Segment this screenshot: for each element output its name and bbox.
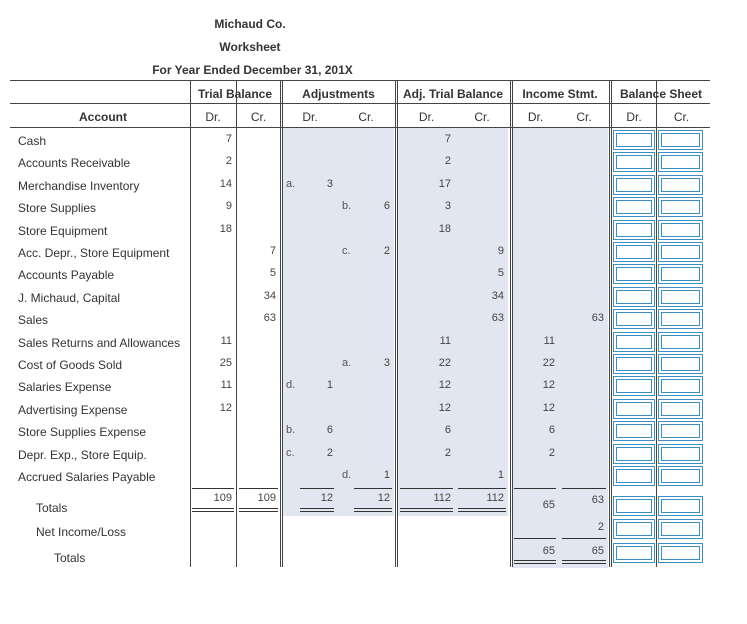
single-underline	[514, 538, 556, 539]
single-underline	[562, 538, 606, 539]
bs-cr-input[interactable]	[658, 496, 703, 516]
total-is-dr: 65	[542, 499, 555, 511]
bs-dr-header: Dr.	[626, 110, 642, 124]
tb-cr-value: 7	[269, 245, 276, 257]
is-dr-value: 2	[548, 446, 555, 459]
bs-cr-input[interactable]	[658, 399, 703, 419]
net-income-label: Net Income/Loss	[36, 525, 127, 539]
adj-cr-value: 2	[383, 245, 390, 257]
atb-cr-value: 63	[491, 312, 504, 325]
bs-dr-input[interactable]	[613, 332, 655, 352]
total-adj-dr: 12	[320, 492, 333, 504]
bs-dr-input[interactable]	[613, 466, 655, 486]
worksheet-period: For Year Ended December 31, 201X	[152, 63, 353, 77]
is-dr-value: 22	[542, 357, 555, 369]
bs-cr-input[interactable]	[658, 519, 703, 539]
total-tb-cr: 109	[257, 492, 276, 504]
is-dr-header: Dr.	[527, 110, 544, 124]
bs-cr-input[interactable]	[658, 220, 703, 240]
account-name: Store Supplies	[18, 201, 97, 216]
worksheet-title: Worksheet	[219, 40, 281, 54]
total-atb-cr: 112	[486, 492, 504, 504]
total-tb-dr: 109	[213, 492, 232, 504]
adj-cr-header: Cr.	[358, 110, 374, 124]
bs-cr-input[interactable]	[658, 152, 703, 172]
double-underline	[192, 508, 234, 512]
total-is-cr: 63	[591, 494, 604, 506]
tb-dr-value: 7	[225, 133, 232, 145]
atb-dr-value: 6	[444, 424, 451, 437]
total-ni-cr: 2	[597, 521, 604, 533]
bs-dr-input[interactable]	[613, 220, 655, 240]
atb-cr-value: 34	[491, 289, 504, 302]
bs-dr-input[interactable]	[613, 175, 655, 195]
is-cr-header: Cr.	[576, 110, 592, 124]
atb-cr-value: 9	[497, 245, 504, 257]
atb-dr-value: 17	[438, 177, 451, 190]
double-underline	[400, 508, 453, 512]
tb-dr-value: 11	[220, 334, 232, 347]
tb-cr-value: 34	[263, 289, 276, 302]
column-divider	[395, 80, 396, 567]
bs-cr-input[interactable]	[658, 543, 703, 563]
account-name: Advertising Expense	[18, 402, 128, 417]
bs-dr-input[interactable]	[613, 287, 655, 307]
column-divider	[512, 80, 513, 567]
bs-dr-input[interactable]	[613, 519, 655, 539]
bs-cr-input[interactable]	[658, 175, 703, 195]
double-underline	[514, 560, 556, 564]
atb-dr-value: 11	[439, 334, 451, 347]
group-header-rule	[10, 103, 710, 104]
single-underline	[400, 488, 453, 489]
bs-cr-input[interactable]	[658, 444, 703, 464]
atb-dr-value: 2	[444, 155, 451, 168]
bs-dr-input[interactable]	[613, 376, 655, 396]
adj-cr-value: 6	[383, 200, 390, 213]
is-dr-value: 6	[548, 424, 555, 437]
is-dr-value: 12	[542, 401, 555, 414]
bs-dr-input[interactable]	[613, 496, 655, 516]
double-underline	[300, 508, 334, 512]
single-underline	[239, 488, 278, 489]
account-name: Sales Returns and Allowances	[18, 335, 181, 350]
double-underline	[354, 508, 392, 512]
account-name: Store Equipment	[18, 223, 108, 238]
bs-cr-input[interactable]	[658, 376, 703, 396]
column-divider	[611, 80, 612, 567]
tb-dr-value: 2	[225, 155, 232, 168]
bs-dr-input[interactable]	[613, 130, 655, 150]
atb-cr-value: 5	[497, 267, 504, 280]
group-balance-sheet: Balance Sheet	[619, 87, 703, 101]
account-name: Accounts Receivable	[18, 156, 131, 171]
bs-cr-input[interactable]	[658, 287, 703, 307]
adj-cr-value: 3	[383, 357, 390, 369]
atb-dr-value: 3	[444, 200, 451, 213]
adj-cr-letter: a.	[342, 357, 352, 369]
tb-dr-value: 18	[219, 222, 232, 235]
bs-cr-header: Cr.	[673, 110, 690, 124]
bs-dr-input[interactable]	[613, 242, 655, 262]
adj-cr-letter: d.	[342, 469, 352, 481]
adj-dr-letter: b.	[286, 424, 296, 437]
bs-dr-input[interactable]	[613, 152, 655, 172]
adj-cr-value: 1	[383, 469, 390, 481]
double-underline	[458, 508, 506, 512]
atb-dr-header: Dr.	[418, 110, 435, 124]
account-name: Depr. Exp., Store Equip.	[18, 447, 147, 462]
atb-dr-value: 18	[438, 222, 451, 235]
company-name: Michaud Co.	[214, 17, 286, 31]
tb-cr-header: Cr.	[250, 110, 267, 124]
adj-dr-value: 1	[326, 379, 333, 392]
bs-cr-input[interactable]	[658, 332, 703, 352]
account-name: Cost of Goods Sold	[18, 358, 123, 372]
tb-cr-value: 5	[269, 267, 276, 280]
atb-dr-value: 12	[438, 401, 451, 414]
header-top-rule	[10, 80, 710, 81]
adj-dr-value: 2	[326, 446, 333, 459]
atb-dr-value: 12	[438, 379, 451, 392]
account-name: Cash	[18, 134, 47, 148]
bs-cr-input[interactable]	[658, 466, 703, 486]
account-name: J. Michaud, Capital	[18, 290, 121, 305]
bs-cr-input[interactable]	[658, 354, 703, 374]
adj-cr-letter: b.	[342, 200, 352, 213]
account-name: Merchandise Inventory	[18, 178, 140, 193]
adj-dr-value: 6	[326, 424, 333, 437]
is-dr-value: 11	[543, 334, 555, 347]
single-underline	[514, 488, 556, 489]
tb-dr-value: 25	[219, 357, 232, 369]
totals-label: Totals	[36, 501, 68, 515]
tb-cr-value: 63	[263, 312, 276, 325]
bs-dr-input[interactable]	[613, 543, 655, 563]
atb-dr-value: 22	[438, 357, 451, 369]
bs-cr-input[interactable]	[658, 130, 703, 150]
column-divider	[656, 80, 657, 567]
column-header-rule	[10, 127, 710, 128]
total-ft-cr: 65	[591, 545, 604, 557]
tb-dr-value: 9	[225, 200, 232, 213]
account-name: Accrued Salaries Payable	[18, 470, 156, 484]
bs-dr-input[interactable]	[613, 264, 655, 284]
bs-dr-input[interactable]	[613, 399, 655, 419]
atb-dr-value: 2	[444, 446, 451, 459]
account-name: Store Supplies Expense	[18, 425, 147, 440]
final-totals-label: Totals	[54, 551, 86, 565]
double-underline	[562, 560, 606, 564]
bs-dr-input[interactable]	[613, 421, 655, 441]
account-name: Salaries Expense	[18, 380, 112, 395]
bs-cr-input[interactable]	[658, 421, 703, 441]
single-underline	[562, 488, 606, 489]
double-underline	[239, 508, 278, 512]
column-divider	[280, 80, 281, 567]
bs-cr-input[interactable]	[658, 197, 703, 217]
bs-cr-input[interactable]	[658, 309, 703, 329]
total-adj-cr: 12	[377, 492, 390, 504]
adj-dr-value: 3	[326, 177, 333, 190]
is-dr-value: 12	[542, 379, 555, 392]
atb-dr-value: 7	[444, 133, 451, 145]
tb-dr-value: 14	[219, 177, 232, 190]
bs-dr-input[interactable]	[613, 354, 655, 374]
adj-dr-letter: c.	[286, 446, 295, 459]
group-income-stmt: Income Stmt.	[522, 87, 598, 101]
single-underline	[354, 488, 392, 489]
bs-dr-input[interactable]	[613, 444, 655, 464]
total-ft-dr: 65	[542, 545, 555, 557]
bs-dr-input[interactable]	[613, 197, 655, 217]
single-underline	[300, 488, 334, 489]
column-divider	[510, 80, 511, 567]
bs-cr-input[interactable]	[658, 264, 703, 284]
tb-dr-value: 12	[219, 401, 232, 414]
column-account: Account	[79, 110, 127, 124]
is-cr-value: 63	[591, 312, 604, 325]
adj-dr-letter: a.	[286, 177, 296, 190]
bs-dr-input[interactable]	[613, 309, 655, 329]
tb-dr-value: 11	[220, 379, 232, 392]
adj-dr-header: Dr.	[302, 110, 318, 124]
total-atb-dr: 112	[433, 492, 451, 504]
tb-dr-header: Dr.	[205, 110, 221, 124]
atb-cr-value: 1	[497, 469, 504, 481]
account-name: Acc. Depr., Store Equipment	[18, 246, 170, 260]
group-trial-balance: Trial Balance	[197, 87, 273, 101]
bs-cr-input[interactable]	[658, 242, 703, 262]
group-adjustments: Adjustments	[302, 87, 375, 101]
single-underline	[192, 488, 234, 489]
single-underline	[458, 488, 506, 489]
account-name: Sales	[18, 313, 49, 328]
column-divider	[609, 80, 610, 567]
account-name: Accounts Payable	[18, 268, 115, 283]
group-adj-trial-balance: Adj. Trial Balance	[402, 87, 504, 101]
adj-cr-letter: c.	[342, 245, 351, 257]
atb-cr-header: Cr.	[474, 110, 490, 124]
adj-dr-letter: d.	[286, 379, 296, 392]
